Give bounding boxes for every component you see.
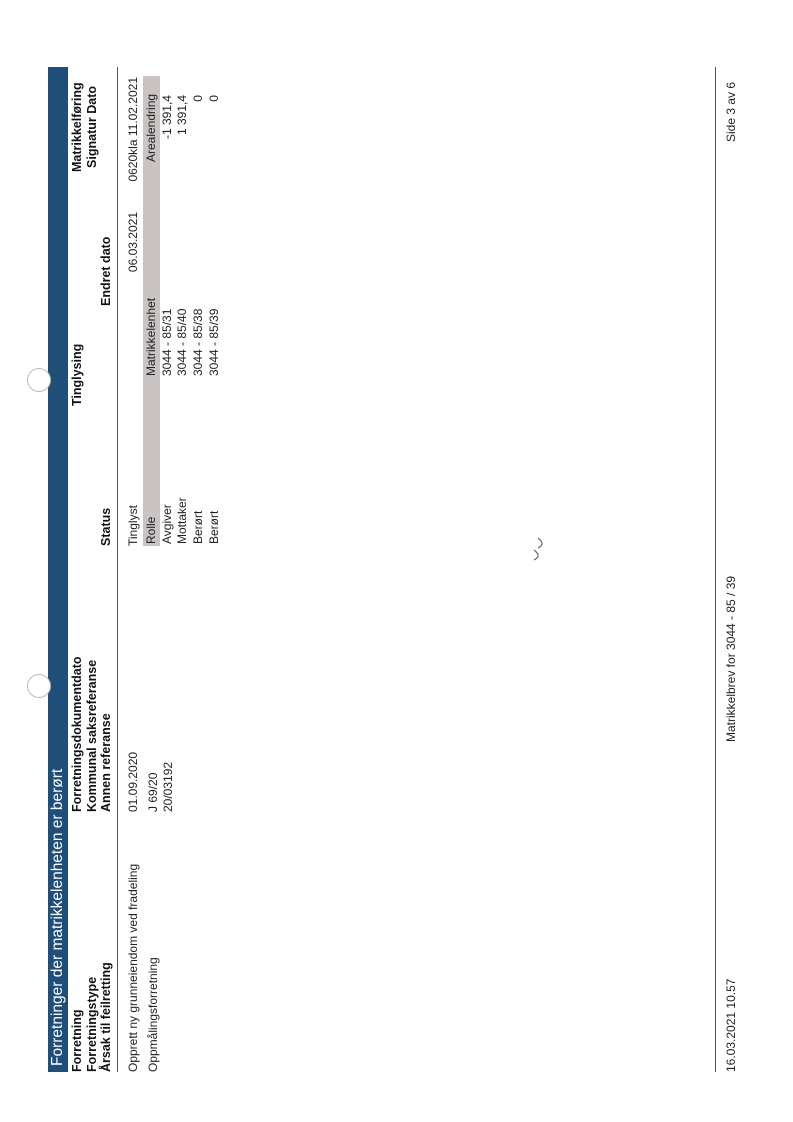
header-forretning-line1: Forretning [70, 1009, 84, 1072]
header-endret-dato: Endret dato [99, 236, 113, 306]
header-dokumentdato: Forretningsdokumentdato [70, 656, 84, 812]
header-matrikkelforing [70, 82, 99, 172]
header-forretningstype: Forretningstype [84, 976, 99, 1072]
footer-timestamp: 16.03.2021 10.57 [724, 978, 738, 1072]
involved-header-rolle: Rolle [144, 516, 158, 544]
section-title: Forretninger der matrikkelenheten er berørt [49, 768, 66, 1066]
header-forretning [70, 962, 114, 1072]
involved-row-4-matrikkelenhet: 3044 - 85/39 [207, 308, 221, 376]
header-tinglysing: Tinglysing [70, 343, 84, 406]
section-title-bar [48, 67, 68, 1072]
record-dokumentdato: 01.09.2020 [126, 751, 140, 812]
record-signatur-dato: 0620kla 11.02.2021 [126, 77, 140, 182]
header-saksreferanse: Kommunal saksreferanse [84, 659, 99, 812]
involved-row-4-arealendring: 0 [207, 95, 221, 102]
footer-page-number: Side 3 av 6 [724, 81, 738, 142]
header-dokument [70, 656, 114, 812]
punch-hole-2 [27, 368, 51, 392]
record-forretningstype: Oppmålingsforretning [146, 957, 160, 1072]
involved-row-1-arealendring: -1 391,4 [160, 95, 174, 140]
involved-row-2-matrikkelenhet: 3044 - 85/40 [175, 308, 189, 376]
header-annen-referanse: Annen referanse [99, 713, 113, 812]
record-endret-dato: 06.03.2021 [126, 212, 140, 273]
involved-row-3-rolle: Berørt [191, 510, 205, 544]
header-signatur-dato: Signatur Dato [84, 86, 99, 168]
header-status: Status [99, 507, 113, 546]
scan-mark [528, 532, 552, 562]
involved-header-matrikkelenhet: Matrikkelenhet [144, 297, 158, 376]
involved-header-arealendring: Arealendring [144, 93, 158, 162]
punch-hole-1 [27, 674, 51, 698]
involved-row-1-rolle: Avgiver [160, 504, 174, 544]
involved-row-2-arealendring: 1 391,4 [175, 95, 189, 136]
involved-row-1-matrikkelenhet: 3044 - 85/31 [160, 308, 174, 376]
footer-document-title: Matrikkelbrev for 3044 - 85 / 39 [724, 575, 738, 742]
record-forretning: Opprett ny grunneiendom ved fradeling [126, 863, 140, 1072]
involved-row-4-rolle: Berørt [207, 510, 221, 544]
involved-row-3-matrikkelenhet: 3044 - 85/38 [191, 308, 205, 376]
record-status: Tinglyst [126, 505, 140, 546]
involved-row-2-rolle: Mottaker [175, 497, 189, 544]
footer-divider [715, 67, 716, 1072]
record-annen-referanse: 20/03192 [161, 761, 175, 812]
involved-row-3-arealendring: 0 [191, 95, 205, 102]
header-arsak: Årsak til feilretting [99, 962, 113, 1072]
header-matrikkelforing-line1: Matrikkelføring [70, 82, 84, 172]
header-divider [117, 67, 118, 1072]
record-saksreferanse: J 69/20 [146, 772, 160, 812]
